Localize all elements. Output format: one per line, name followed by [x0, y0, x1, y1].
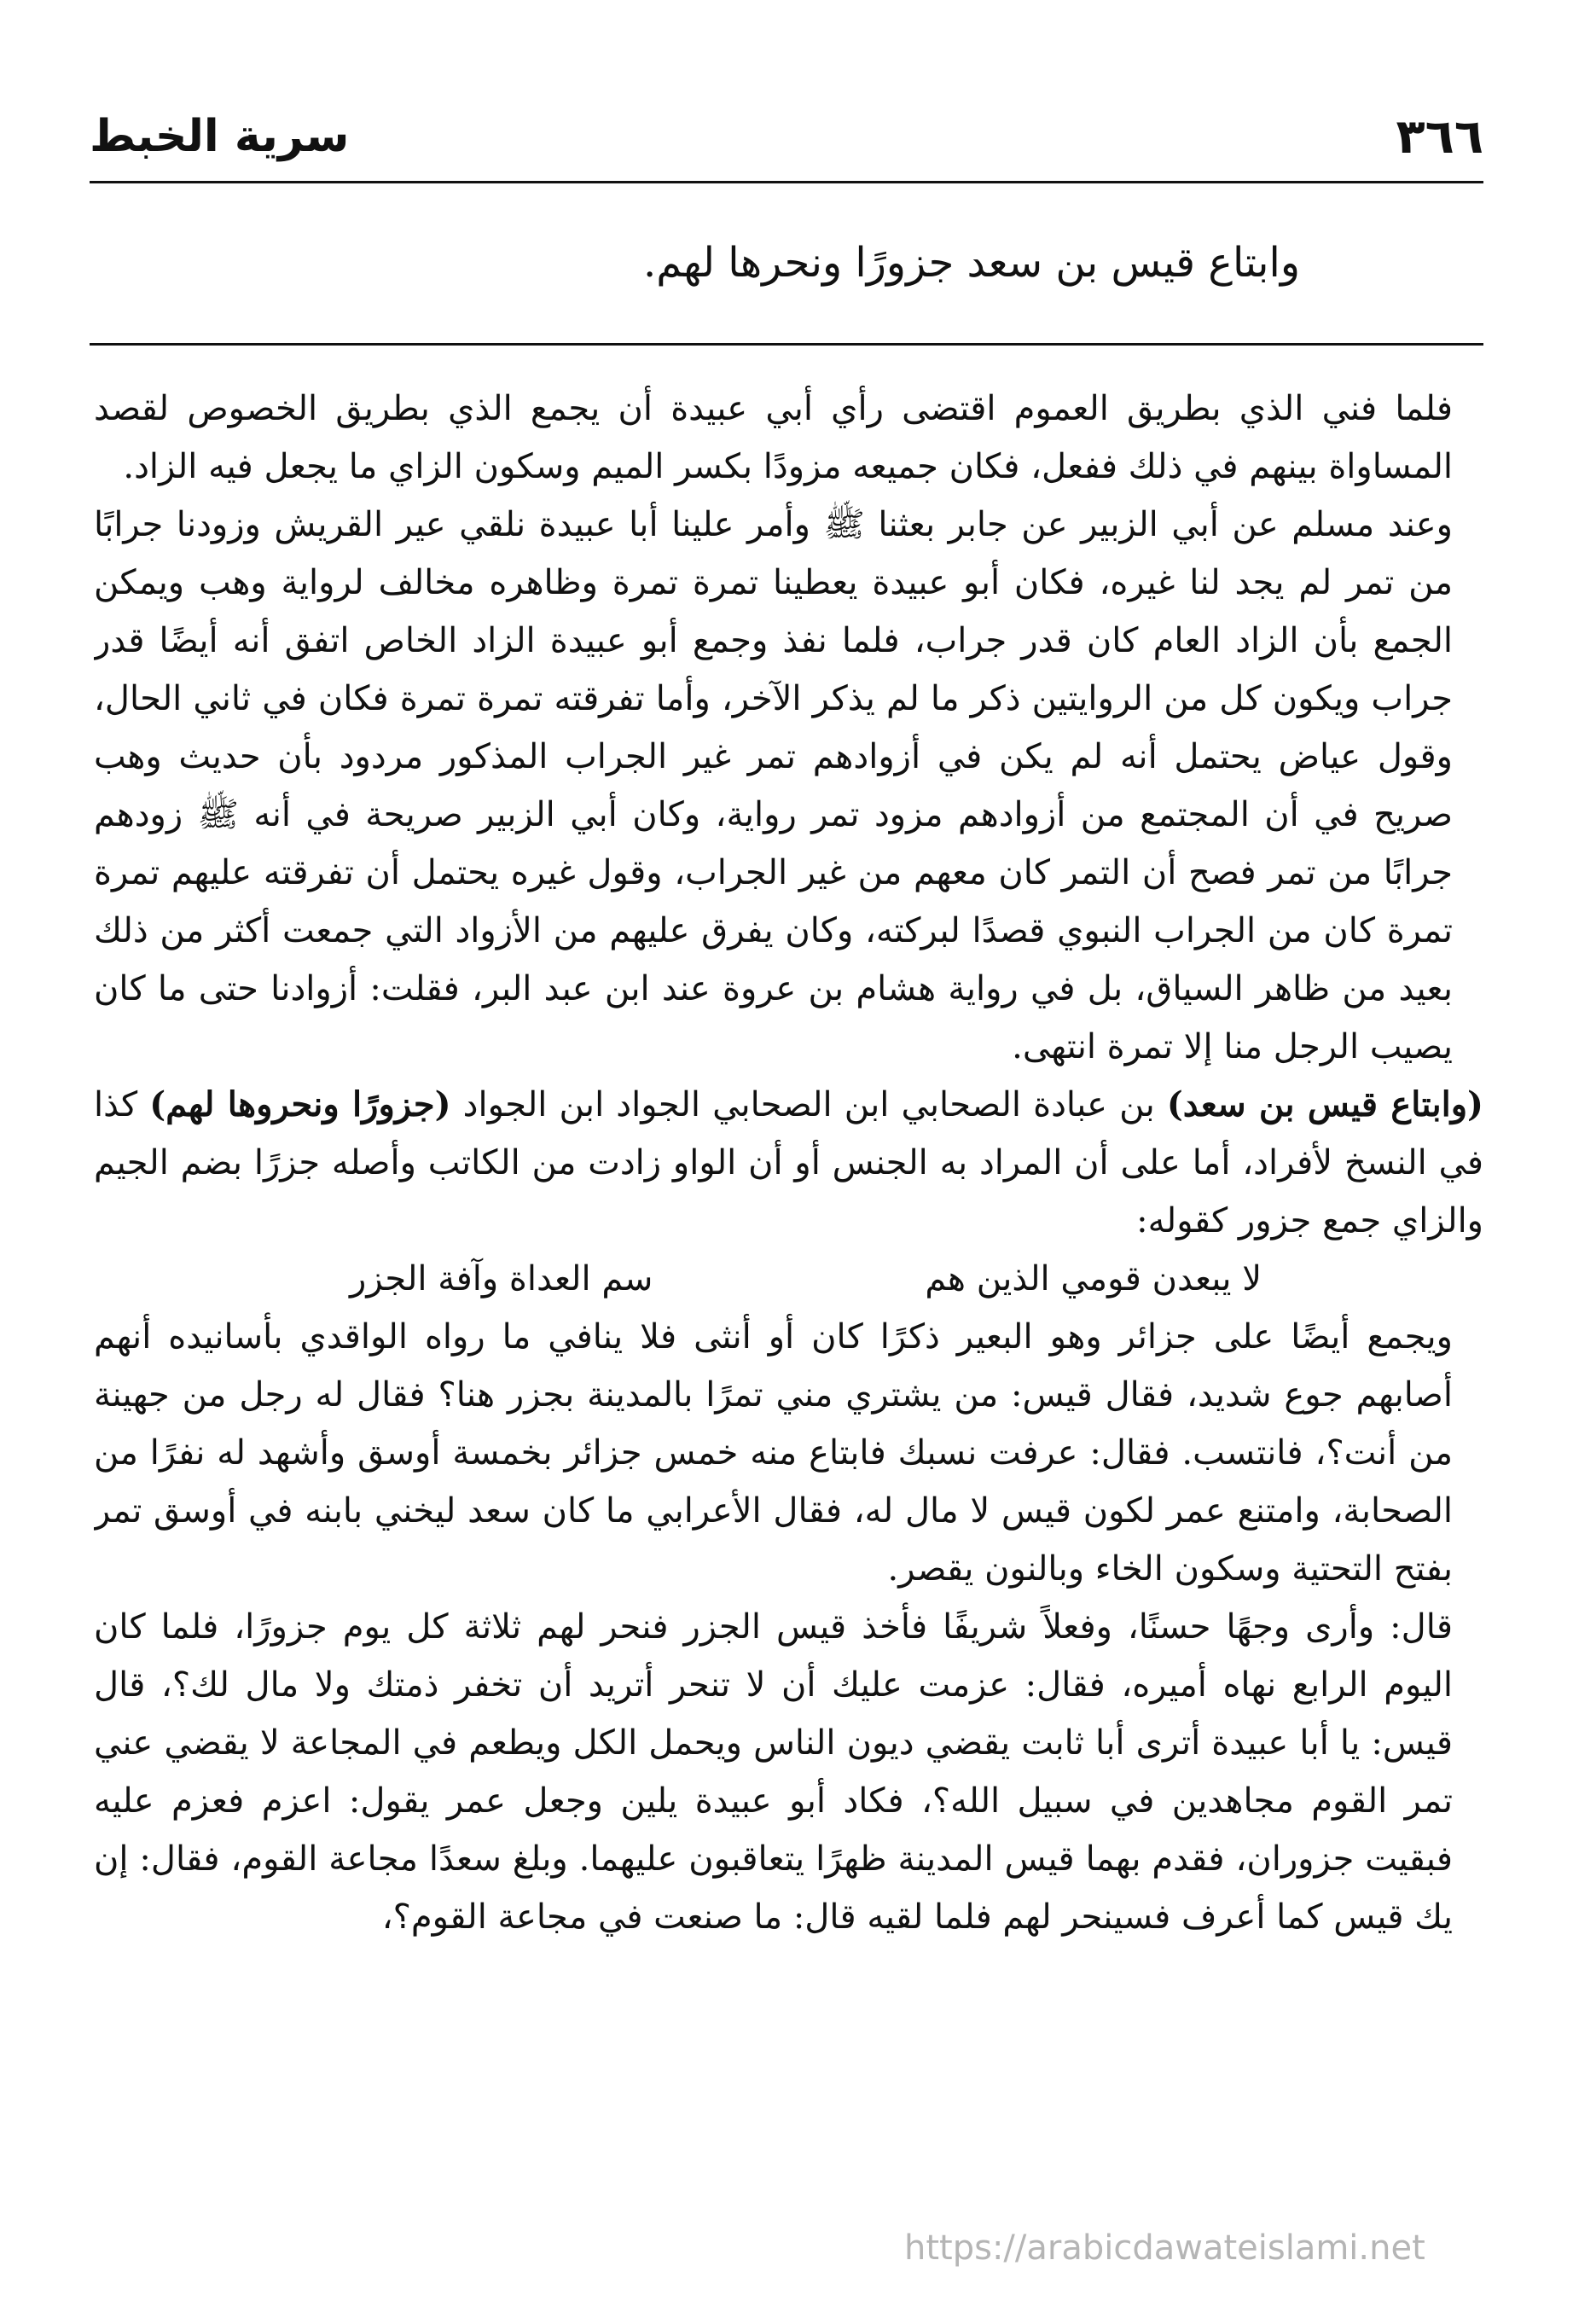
paragraph-5: قال: وأرى وجهًا حسنًا، وفعلاً شريفًا فأخذ قيس الجزر فنحر لهم ثلاثة كل يوم جزورًا، فلما كان اليوم الرابع نهاه أميره، فقال: عزمت عليك أن لا تنحر أتريد أن تخفر ذمتك ولا مال لك؟، قال قيس: يا أبا عبيدة أترى أبا ثابت يقضي ديون الناس ويحمل الكل ويطعم في المجاعة لا يقضي عني تمر القوم مجاهدين في سبيل الله؟، فكاد أبو عبيدة يلين وجعل عمر يقول: اعزم فعزم عليه فبقيت جزوران، فقدم بهما قيس المدينة ظهرًا يتعاقبون عليهما. وبلغ سعدًا مجاعة القوم، فقال: إن يك قيس كما أعرف فسينحر لهم فلما لقيه قال: ما صنعت في مجاعة القوم؟، — [94, 1607, 1453, 1937]
paragraph-3-text-2: كذا في النسخ لأفراد، أما على أن المراد به الجنس أو أن الواو زادت من الكاتب وأصله جزرًا بضم الجيم والزاي جمع جزور كقوله: — [94, 1085, 1483, 1240]
poetry-verse — [94, 1250, 1483, 1308]
page-number: ٣٦٦ — [1396, 108, 1483, 165]
verse-first-hemistich: لا يبعدن قومي الذين هم — [925, 1259, 1262, 1299]
paragraph-3-text-1: بن عبادة الصحابي ابن الصحابي الجواد ابن الجواد — [450, 1085, 1167, 1124]
header-rule — [90, 181, 1483, 183]
matn-separator-rule — [90, 343, 1483, 346]
commentary-body — [94, 380, 1483, 2214]
page-header — [90, 94, 1483, 179]
lemma-1: (وابتاع قيس بن سعد) — [1166, 1084, 1483, 1124]
paragraph-3 — [94, 1076, 1483, 1250]
watermark-url: https://arabicdawateislami.net — [904, 2228, 1425, 2268]
paragraph-1: فلما فني الذي بطريق العموم اقتضى رأي أبي عبيدة أن يجمع الذي بطريق الخصوص لقصد المساواة بينهم في ذلك ففعل، فكان جميعه مزودًا بكسر الميم وسكون الزاي ما يجعل فيه الزاد. — [94, 389, 1453, 486]
verse-second-hemistich: سم العداة وآفة الجزر — [350, 1259, 653, 1299]
matn-text: وابتاع قيس بن سعد جزورًا ونحرها لهم. — [642, 239, 1300, 287]
paragraph-4: ويجمع أيضًا على جزائر وهو البعير ذكرًا كان أو أنثى فلا ينافي ما رواه الواقدي بأسانيده أنهم أصابهم جوع شديد، فقال قيس: من يشتري مني تمرًا بالمدينة بجزر هنا؟ فقال له رجل من جهينة من أنت؟، فانتسب. فقال: عرفت نسبك فابتاع منه خمس جزائر بخمسة أوسق وأشهد له نفرًا من الصحابة، وامتنع عمر لكون قيس لا مال له، فقال الأعرابي ما كان سعد ليخني بابنه في أوسق تمر بفتح التحتية وسكون الخاء وبالنون يقصر. — [94, 1317, 1453, 1589]
paragraph-2: وعند مسلم عن أبي الزبير عن جابر بعثنا ﷺ وأمر علينا أبا عبيدة نلقي عير القريش وزودنا جرابًا من تمر لم يجد لنا غيره، فكان أبو عبيدة يعطينا تمرة تمرة وظاهره مخالف لرواية وهب ويمكن الجمع بأن الزاد العام كان قدر جراب، فلما نفذ وجمع أبو عبيدة الزاد الخاص اتفق أنه أيضًا قدر جراب ويكون كل من الروايتين ذكر ما لم يذكر الآخر، وأما تفرقته تمرة تمرة فكان في ثاني الحال، وقول عياض يحتمل أنه لم يكن في أزوادهم تمر غير الجراب المذكور مردود بأن حديث وهب صريح في أن المجتمع من أزوادهم مزود تمر رواية، وكان أبي الزبير صريحة في أنه ﷺ زودهم جرابًا من تمر فصح أن التمر كان معهم من غير الجراب، وقول غيره يحتمل أن تفرقته عليهم تمرة تمرة كان من الجراب النبوي قصدًا لبركته، وكان يفرق عليهم من الأزواد التي جمعت أكثر من ذلك بعيد من ظاهر السياق، بل في رواية هشام بن عروة عند ابن عبد البر، فقلت: أزوادنا حتى ما كان يصيب الرجل منا إلا تمرة انتهى. — [94, 505, 1454, 1066]
running-title: سرية الخبط — [90, 111, 350, 162]
lemma-2: (جزورًا ونحروها لهم) — [149, 1084, 451, 1124]
